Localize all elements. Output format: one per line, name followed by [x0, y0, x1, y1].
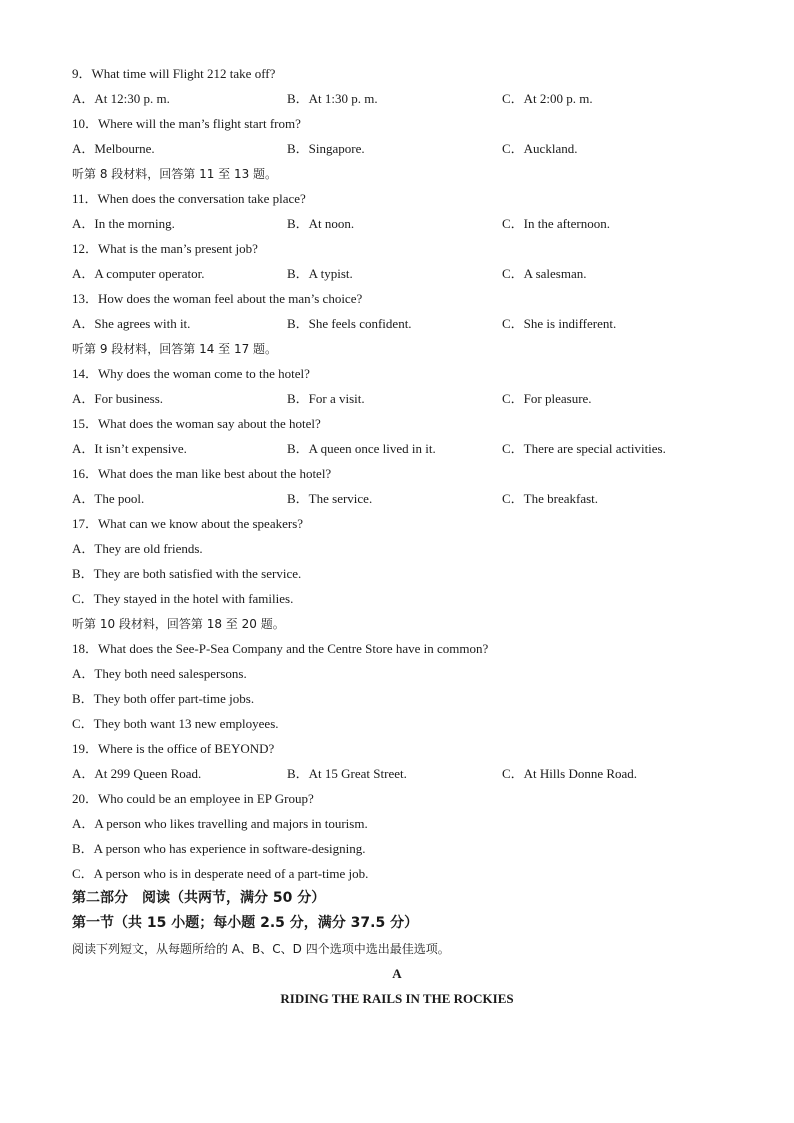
question-20-option-b: B．A person who has experience in software-designing. [72, 841, 366, 856]
question-20-option-a: A．A person who likes travelling and majors in tourism. [72, 816, 368, 831]
question-9-option-c: C．At 2:00 p. m. [502, 91, 593, 106]
question-12-option-c: C．A salesman. [502, 266, 587, 281]
question-14-option-a: A．For business. [72, 391, 164, 406]
question-16-option-c: C．The breakfast. [502, 491, 599, 506]
question-20-stem: 20．Who could be an employee in EP Group? [72, 791, 314, 806]
question-13-option-a: A．She agrees with it. [72, 316, 191, 331]
question-13-option-c: C．She is indifferent. [502, 316, 617, 331]
question-17-option-a: A．They are old friends. [72, 541, 203, 556]
question-19-option-a: A．At 299 Queen Road. [72, 766, 202, 781]
passage-title: RIDING THE RAILS IN THE ROCKIES [280, 991, 514, 1006]
question-15-option-c: C．There are special activities. [502, 441, 666, 456]
question-16-option-b: B．The service. [287, 491, 373, 506]
question-10-option-b: B．Singapore. [287, 141, 365, 156]
question-10-option-c: C．Auckland. [502, 141, 578, 156]
question-11-option-a: A．In the morning. [72, 216, 175, 231]
instruction-passage-8: 听第 8 段材料，回答第 11 至 13 题。 [72, 167, 278, 181]
question-15-option-b: B．A queen once lived in it. [287, 441, 436, 456]
question-11-option-c: C．In the afternoon. [502, 216, 610, 231]
question-18-option-b: B．They both offer part-time jobs. [72, 691, 255, 706]
question-14-option-b: B．For a visit. [287, 391, 365, 406]
question-17-option-c: C．They stayed in the hotel with families. [72, 591, 294, 606]
question-16-stem: 16．What does the man like best about the hotel? [72, 466, 332, 481]
question-17-stem: 17．What can we know about the speakers? [72, 516, 304, 531]
question-12-stem: 12．What is the man’s present job? [72, 241, 258, 256]
part-two-heading: 第二部分 阅读（共两节，满分 50 分） [72, 890, 326, 906]
question-15-stem: 15．What does the woman say about the hotel? [72, 416, 321, 431]
question-14-option-c: C．For pleasure. [502, 391, 592, 406]
instruction-passage-9: 听第 9 段材料，回答第 14 至 17 题。 [72, 342, 278, 356]
question-18-stem: 18．What does the See-P-Sea Company and the Centre Store have in common? [72, 641, 489, 656]
question-17-option-b: B．They are both satisfied with the service. [72, 566, 302, 581]
question-16-option-a: A．The pool. [72, 491, 145, 506]
question-12-option-b: B．A typist. [287, 266, 353, 281]
question-19-option-c: C．At Hills Donne Road. [502, 766, 638, 781]
question-18-option-a: A．They both need salespersons. [72, 666, 247, 681]
question-9-option-b: B．At 1:30 p. m. [287, 91, 378, 106]
question-12-option-a: A．A computer operator. [72, 266, 205, 281]
question-9-option-a: A．At 12:30 p. m. [72, 91, 170, 106]
question-10-option-a: A．Melbourne. [72, 141, 155, 156]
question-13-stem: 13．How does the woman feel about the man’s choice? [72, 291, 363, 306]
question-20-option-c: C．A person who is in desperate need of a part-time job. [72, 866, 369, 881]
question-10-stem: 10．Where will the man’s flight start from? [72, 116, 301, 131]
section-one-heading: 第一节（共 15 小题；每小题 2.5 分，满分 37.5 分） [72, 915, 419, 931]
question-19-option-b: B．At 15 Great Street. [287, 766, 407, 781]
reading-instruction: 阅读下列短文，从每题所给的 A、B、C、D 四个选项中选出最佳选项。 [72, 942, 450, 956]
instruction-passage-10: 听第 10 段材料，回答第 18 至 20 题。 [72, 617, 285, 631]
question-15-option-a: A．It isn’t expensive. [72, 441, 187, 456]
question-13-option-b: B．She feels confident. [287, 316, 412, 331]
question-14-stem: 14．Why does the woman come to the hotel? [72, 366, 310, 381]
question-11-option-b: B．At noon. [287, 216, 355, 231]
question-9-stem: 9．What time will Flight 212 take off? [72, 66, 276, 81]
question-19-stem: 19．Where is the office of BEYOND? [72, 741, 275, 756]
question-18-option-c: C．They both want 13 new employees. [72, 716, 279, 731]
passage-letter: A [392, 966, 402, 981]
question-11-stem: 11．When does the conversation take place? [72, 191, 306, 206]
